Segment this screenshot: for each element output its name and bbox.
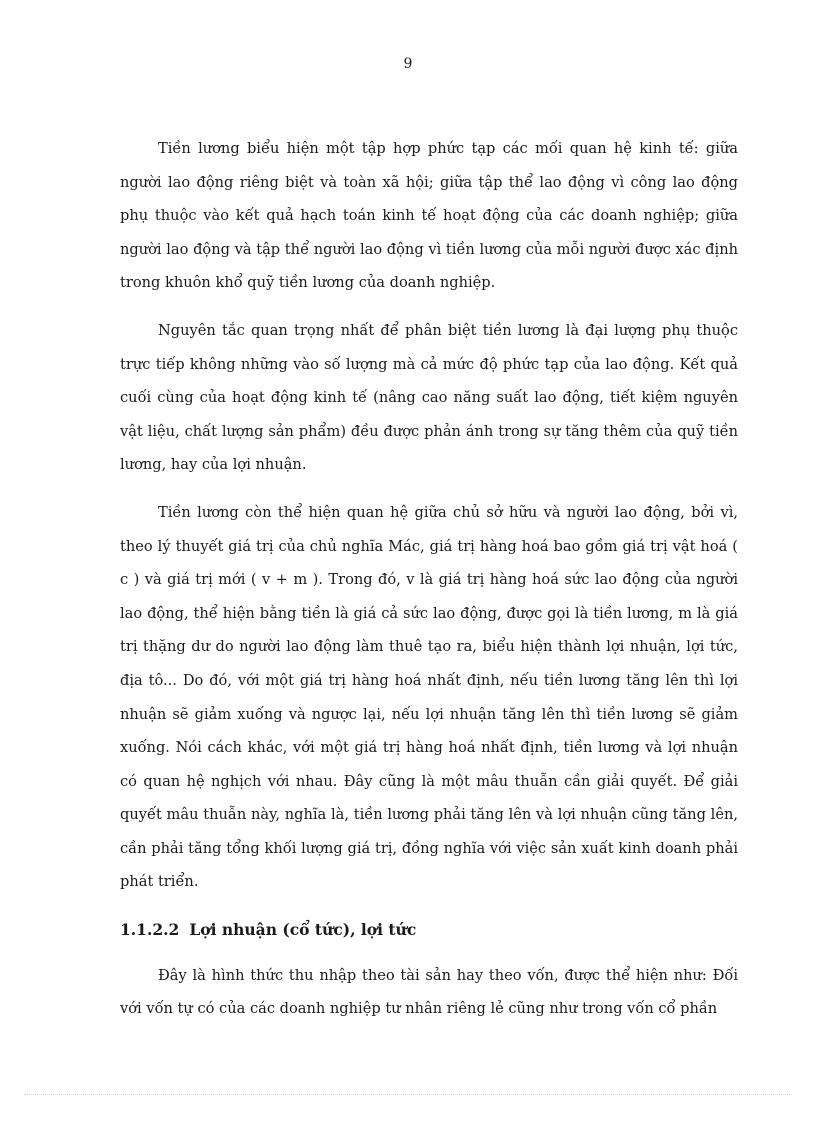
paragraph-wage-owner-relation: Tiền lương còn thể hiện quan hệ giữa chủ sở hữu và người lao động, bởi vì, theo lý thuyết giá trị của chủ nghĩa Mác, giá trị hàng hoá bao gồm giá trị vật hoá ( c ) và giá trị mới ( v + m ). Trong đó, v là giá trị hàng hoá sức lao động của người lao động, thể hiện bằng tiền là giá cả sức lao động, được gọi là tiền lương, m là giá trị thặng dư do người lao động làm thuê tạo ra, biểu hiện thành lợi nhuận, lợi tức, địa tô... Do đó, với một giá trị hàng hoá nhất định, nếu tiền lương tăng lên thì lợi nhuận sẽ giảm xuống và ngược lại, nếu lợi nhuận tăng lên thì tiền lương sẽ giảm xuống. Nói cách khác, với một giá trị hàng hoá nhất định, tiền lương và lợi nhuận có quan hệ nghịch với nhau. Đây cũng là một mâu thuẫn cần giải quyết. Để giải quyết mâu thuẫn này, nghĩa là, tiền lương phải tăng lên và lợi nhuận cũng tăng lên, cần phải tăng tổng khối lượng giá trị, đồng nghĩa với việc sản xuất kinh doanh phải phát triển. (120, 503, 738, 891)
page-bottom-divider (24, 1094, 792, 1095)
section-heading (120, 913, 738, 947)
document-body (120, 132, 738, 1040)
paragraph-wage-relations: Tiền lương biểu hiện một tập hợp phức tạp các mối quan hệ kinh tế: giữa người lao động riêng biệt và toàn xã hội; giữa tập thể lao động vì công lao động phụ thuộc vào kết quả hạch toán kinh tế hoạt động của các doanh nghiệp; giữa người lao động và tập thể người lao động vì tiền lương của mỗi người được xác định trong khuôn khổ quỹ tiền lương của doanh nghiệp. (120, 140, 738, 292)
paragraph-profit-definition: Đây là hình thức thu nhập theo tài sản hay theo vốn, được thể hiện như: Đối với vốn tự có của các doanh nghiệp tư nhân riêng lẻ cũng như trong vốn cổ phần (120, 966, 738, 1018)
section-title: Lợi nhuận (cổ tức), lợi tức (189, 920, 417, 940)
section-number: 1.1.2.2 (120, 920, 180, 940)
page-number: 9 (403, 56, 413, 72)
paragraph-wage-principle: Nguyên tắc quan trọng nhất để phân biệt tiền lương là đại lượng phụ thuộc trực tiếp không những vào số lượng mà cả mức độ phức tạp của lao động. Kết quả cuối cùng của hoạt động kinh tế (nâng cao năng suất lao động, tiết kiệm nguyên vật liệu, chất lượng sản phẩm) đều được phản ánh trong sự tăng thêm của quỹ tiền lương, hay của lợi nhuận. (120, 321, 738, 474)
